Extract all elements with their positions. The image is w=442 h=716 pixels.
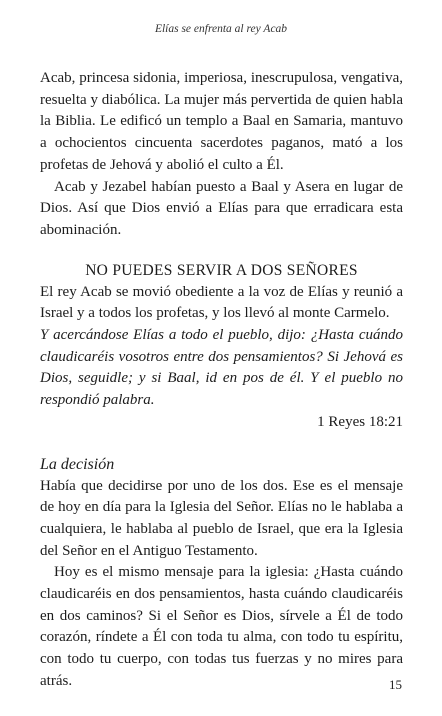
intro-paragraph-2: Acab y Jezabel habían puesto a Baal y Asera en lugar de Dios. Así que Dios envió a Elías para que erradicara esta abominación. [40,178,403,238]
section-title: NO PUEDES SERVIR A DOS SEÑORES [85,261,358,279]
scripture-citation: 1 Reyes 18:21 [317,413,403,430]
intro-paragraph-1: Acab, princesa sidonia, imperiosa, inescrupulosa, vengativa, resuelta y diabólica. La mujer más pervertida de quien habla la Biblia. Le edificó un templo a Baal en Samaria, mantuvo a ochocientos cincuenta sacerdotes paganos, mató a los profetas de Jehová y abolió el culto a Él. [40,70,403,173]
page-body [40,68,403,693]
decision-paragraph-2: Hoy es el mismo mensaje para la iglesia: ¿Hasta cuándo claudicaréis en dos pensamientos, hasta cuándo claudicaréis en dos caminos? Si el Señor es Dios, sírvele a Él de todo corazón, ríndete a Él con toda tu alma, con todo tu espíritu, con todo tu cuerpo, con todas tus fuerzas y no mires para atrás. [40,564,403,689]
decision-paragraph-1: Había que decidirse por uno de los dos. Ese es el mensaje de hoy en día para la Iglesia del Señor. Elías no le hablaba a cualquiera, le hablaba al pueblo de Israel, que era la Iglesia del Señor en el Antiguo Testamento. [40,477,403,559]
subheading: La decisión [40,455,115,473]
scripture-quote: Y acercándose Elías a todo el pueblo, dijo: ¿Hasta cuándo claudicaréis vosotros entre dos pensamientos? Si Jehová es Dios, seguidle; y si Baal, id en pos de él. Y el pueblo no respondió palabra. [40,327,403,409]
page-number: 15 [389,677,402,692]
section-paragraph: El rey Acab se movió obediente a la voz de Elías y reunió a Israel y a todos los profetas, y los llevó al monte Carmelo. [40,283,403,322]
running-head: Elías se enfrenta al rey Acab [154,23,288,35]
